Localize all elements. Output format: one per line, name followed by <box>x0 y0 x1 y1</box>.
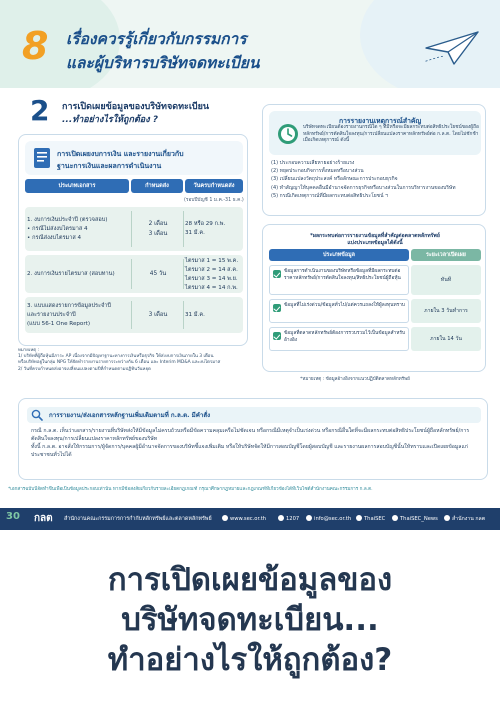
phone-icon <box>278 515 284 521</box>
clock-icon <box>277 123 299 145</box>
checkmark-icon <box>273 304 281 312</box>
footnote-line: หรือบริษัทอยู่ในกลุ่ม NPG ให้จัดทำรายงานรายการระหว่างกัน 6 เดือน และ Interim MD&A และงบไตรมาส <box>18 360 221 366</box>
cell-deadline: 2 เดือน 3 เดือน <box>148 221 168 237</box>
footnote-line: หมายเหตุ : <box>18 348 39 353</box>
disclosure-types-note: *หมายเหตุ : ข้อมูลอ้างอิงจากแนวปฏิบัติตลาดหลักทรัพย์ <box>300 377 410 382</box>
header-title-group <box>22 20 312 78</box>
filing-body <box>31 427 479 459</box>
column-header-disclosure-time: ระยะเวลาเปิดเผย <box>411 249 481 261</box>
event-description: บริษัทจดทะเบียนต้องรายงานกรณีใด ๆ ที่มีหรือจะมีผลกระทบต่อสิทธิประโยชน์ของผู้ถือหลักทรัพย์/การตัดสินใจลงทุน/การเปลี่ยนแปลงราคาหลักทรัพย์ต่อ ก.ล.ต. โดยไม่ชักช้า เมื่อเกิดเหตุการณ์ ดังนี้ <box>303 125 479 143</box>
disclosure-types-card <box>262 224 486 372</box>
event-title: การรายงานเหตุการณ์สำคัญ <box>339 117 422 125</box>
list-item: (1) ประกอบความเสียหายอย่างร้ายแรง <box>271 160 355 166</box>
paper-plane-icon <box>424 28 480 68</box>
financial-card-header <box>25 141 243 175</box>
event-card-header <box>269 111 481 155</box>
cell-due-date: ไตรมาส 1 = 15 พ.ค. ไตรมาส 2 = 14 ส.ค. ไตรมาส 3 = 14 พ.ย. ไตรมาส 4 = 14 ก.พ. <box>185 258 239 291</box>
cell-deadline: 45 วัน <box>149 271 167 277</box>
email-link[interactable]: info@sec.or.th <box>306 515 351 522</box>
column-divider <box>131 211 132 247</box>
cell-info-type: ข้อมูลที่ไม่เร่งด่วน/ข้อมูลทั่วไป/แต่ควรแถลงให้ผู้ลงทุนทราบ <box>269 299 409 323</box>
footer-bar <box>0 508 500 530</box>
cell-due-date: 28 หรือ 29 ก.พ. 31 มี.ค. <box>185 221 226 236</box>
footnote-line: 2/ วันที่ครบกำหนดส่งอาจเปลี่ยนแปลงตามปีที่กำหนดตามปฏิทินวันหยุด <box>18 366 151 372</box>
table-row <box>25 297 243 333</box>
cell-document-type: 3. แบบแสดงรายการข้อมูลประจำปี และรายงานประจำปี (แบบ 56-1 One Report) <box>27 302 111 327</box>
table-row <box>269 299 481 323</box>
sec-logo: กลต <box>34 513 53 524</box>
list-item: (3) เปลี่ยนแปลงวัตถุประสงค์ หรือลักษณะการประกอบธุรกิจ <box>271 176 398 183</box>
financial-footnotes <box>18 348 250 373</box>
table-row <box>269 327 481 351</box>
mail-icon <box>306 515 312 521</box>
column-header-deadline: กำหนดส่ง <box>131 179 183 193</box>
column-header-due-date: วันครบกำหนดส่ง <box>185 179 243 193</box>
facebook-icon <box>444 515 450 521</box>
youtube-icon <box>356 515 362 521</box>
caption-line3: ทำอย่างไรให้ถูกต้อง? <box>107 642 393 678</box>
cell-info-type: ข้อมูลที่ตลาดหลักทรัพย์ต้องการรวบรวมไว้เป็นข้อมูลสำหรับอ้างอิง <box>269 327 409 351</box>
cell-info-type: ข้อมูลการดำเนินงานของบริษัทหรือข้อมูลที่มีผลกระทบต่อราคาหลักทรัพย์/การตัดสินใจลงทุน/สิทธิประโยชน์ผู้ถือหุ้น <box>269 265 409 295</box>
cell-deadline: 3 เดือน <box>148 312 168 318</box>
column-divider <box>183 211 184 247</box>
twitter-icon <box>392 515 398 521</box>
checkmark-icon <box>273 332 281 340</box>
document-icon <box>33 147 51 169</box>
cell-disclosure-time: ทันที <box>411 265 481 295</box>
cell-disclosure-time: ภายใน 3 วันทำการ <box>411 299 481 323</box>
filing-paragraph: กรณี ก.ล.ต. เห็นว่าเอกสาร/รายงานที่บริษัทส่งให้มีข้อมูลไม่ครบถ้วนหรือมีข้อความคลุมเครือไม่ชัดเจน หรือกรณีมีเหตุจำเป็นเร่งด่วน หรือกรณีอื่นใดที่จะมีผลกระทบต่อสิทธิประโยชน์ผู้ถือหลักทรัพย์/การตัดสินใจลงทุน/การเปลี่ยนแปลงราคาหลักทรัพย์ของบริษัท <box>31 428 470 442</box>
filing-card-header <box>27 407 481 423</box>
twitter-link[interactable]: ThaiSEC_News <box>392 515 438 522</box>
cell-document-type: 1. งบการเงินประจำปี (ตรวจสอบ) • กรณีไม่ส่งงบไตรมาส 4 • กรณีส่งงบไตรมาส 4 <box>27 216 108 241</box>
column-header-type: ประเภทเอกสาร <box>25 179 129 193</box>
list-item: (5) กรณีเกิดเหตุการณ์ที่มีผลกระทบต่อสิทธิประโยชน์ ฯ <box>271 192 388 199</box>
section-number: 2 <box>30 94 50 127</box>
disclosure-types-title: *ผลกระทบต่อการรายงานข้อมูลที่สำคัญต่อตลาดหลักทรัพย์ แบ่งประเภทข้อมูลได้ดังนี้ <box>310 233 440 246</box>
cell-due-date: 31 มี.ค. <box>185 311 205 318</box>
table-row <box>25 255 243 293</box>
header-title-line2: และผู้บริหารบริษัทจดทะเบียน <box>66 54 260 72</box>
hotline[interactable]: 1207 <box>278 515 299 522</box>
table-row <box>25 207 243 251</box>
header-number: 8 <box>22 24 49 68</box>
office-name: สำนักงานคณะกรรมการการกำกับหลักทรัพย์และตลาดหลักทรัพย์ <box>64 516 212 522</box>
column-divider <box>183 301 184 329</box>
search-icon <box>31 409 43 421</box>
facebook-link[interactable]: สำนักงาน กลต <box>444 515 485 523</box>
section-title: การเปิดเผยข้อมูลของบริษัทจดทะเบียน <box>62 102 210 112</box>
disclaimer-text: *เอกสารฉบับนี้จัดทำขึ้นเพื่อเป็นข้อมูลประกอบเท่านั้น หากมีข้อสงสัยเกี่ยวกับรายละเอียดกฎเกณฑ์ กรุณาศึกษากฎหมายและกฎเกณฑ์ที่เกี่ยวข้องได้ที่เว็บไซต์สำนักงานคณะกรรมการ ก.ล.ต. <box>8 487 373 492</box>
youtube-link[interactable]: ThaiSEC <box>356 515 385 522</box>
footnote-line: 1/ บริษัทที่ผู้ถือหุ้นมีภาระ AP เนื่องจากมีปัญหาฐานะทางการเงินหรือธุรกิจ ให้ส่งงบการเงินภายใน 3 เดือน <box>18 354 214 360</box>
financial-heading-line2: ฐานะการเงินและผลการดำเนินงาน <box>57 162 162 170</box>
financial-disclosure-card <box>18 134 248 346</box>
caption-line2: บริษัทจดทะเบียน... <box>121 602 379 638</box>
header-banner <box>0 0 500 88</box>
section-subtitle: ...ทำอย่างไรให้ถูกต้อง ? <box>62 115 158 125</box>
filing-paragraph: ทั้งนี้ ก.ล.ต. อาจสั่งให้กรรมการ/ผู้จัดการ/บุคคลผู้มีอำนาจจัดการของบริษัทชี้แจงเพิ่มเติม หรือให้บริษัทจัดให้มีการสอบบัญชีโดยผู้สอบบัญชี และรายงานผลการสอบบัญชีนั้นให้ทราบและเปิดเผยข้อมูลแก่ประชาชนทั่วไปได้ <box>31 444 468 458</box>
fiscal-year-note: (รอบปีบัญชี 1 ม.ค.-31 ธ.ค.) <box>184 198 244 203</box>
event-list <box>271 159 481 200</box>
financial-heading-line1: การเปิดเผยงบการเงิน และรายงานเกี่ยวกับ <box>57 150 184 158</box>
cell-document-type: 2. งบการเงินรายไตรมาส (สอบทาน) <box>27 270 115 277</box>
caption <box>0 530 500 704</box>
column-divider <box>131 259 132 289</box>
column-divider <box>131 301 132 329</box>
column-divider <box>183 259 184 289</box>
cell-disclosure-time: ภายใน 14 วัน <box>411 327 481 351</box>
filing-title: การรายงาน/ส่งเอกสารหลักฐานเพิ่มเติมตามที่ ก.ล.ต. มีคำสั่ง <box>49 412 211 419</box>
list-item: (2) หยุดประกอบกิจการทั้งหมดหรือบางส่วน <box>271 168 364 175</box>
caption-line1: การเปิดเผยข้อมูลของ <box>107 562 393 598</box>
header-title-line1: เรื่องควรรู้เกี่ยวกับกรรมการ <box>66 30 247 48</box>
table-row <box>269 265 481 295</box>
additional-filing-card <box>18 398 488 480</box>
checkmark-icon <box>273 270 281 278</box>
column-header-info-type: ประเภทข้อมูล <box>269 249 409 261</box>
website-link[interactable]: www.sec.or.th <box>222 515 266 522</box>
list-item: (4) ทำสัญญาให้บุคคลอื่นมีอำนาจจัดการธุรกิจหรือบางส่วนในการบริหารงานของบริษัท <box>271 184 456 191</box>
event-report-card <box>262 104 486 216</box>
anniversary-logo: 30 <box>6 511 20 522</box>
globe-icon <box>222 515 228 521</box>
